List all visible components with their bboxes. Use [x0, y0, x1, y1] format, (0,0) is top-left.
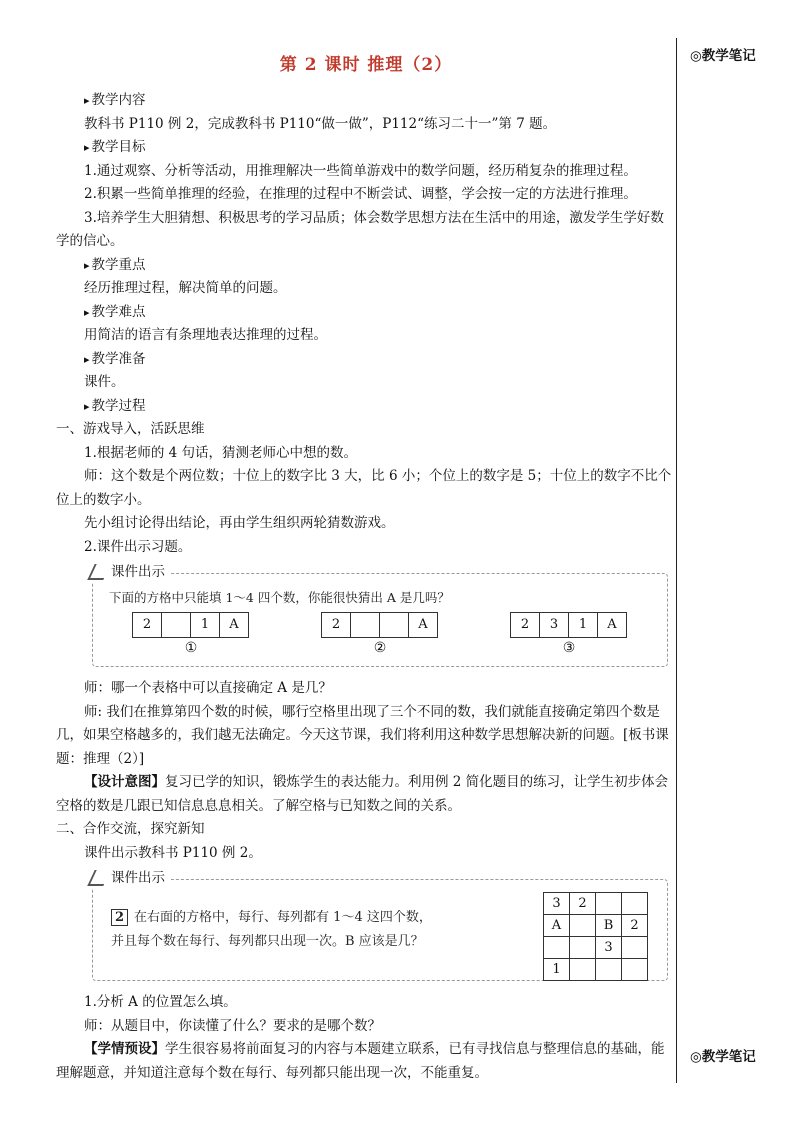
- part2-heading: 二、合作交流，探究新知: [56, 821, 205, 837]
- teacher-question: 师：哪一个表格中可以直接确定 A 是几？: [84, 680, 332, 696]
- section-heading-key: ▸ 教学重点: [56, 254, 676, 278]
- grid-cell: 1: [568, 612, 598, 638]
- sudoku-cell: [621, 936, 648, 959]
- grid-cell: 2: [132, 612, 162, 638]
- sudoku-cell: [569, 936, 596, 959]
- grid-1: [133, 612, 249, 656]
- teacher-answer: 师: 我们在推算第四个数的时候，哪行空格里出现了三个不同的数，我们就能直接确定第四个数是几，如果空格越多的，我们越无法确定。今天这节课，我们将利用这种数学思想解决新的问题。[板书课题：推理（2）]: [56, 703, 669, 767]
- key-text: 经历推理过程，解决简单的问题。: [84, 280, 287, 296]
- prep-text: 课件。: [84, 374, 125, 390]
- grid-2: [322, 612, 438, 656]
- sudoku-cell: 3: [543, 892, 570, 915]
- part1-line2: 师：这个数是个两位数；十位上的数字比 3 大，比 6 小；个位上的数字是 5；十位上的数字不比个位上的数字小。: [56, 468, 672, 508]
- part2-line3: 师：从题目中，你读懂了什么？要求的是哪个数？: [84, 1017, 381, 1034]
- grid-cell: 2: [321, 612, 351, 638]
- design-intent-text: 复习已学的知识，锻炼学生的表达能力。利用例 2 简化题目的练习，让学生初步体会空格的数是几跟已知信息息息相关。了解空格与已知数之间的关系。: [56, 774, 669, 814]
- design-intent-tag: 【设计意图】: [84, 774, 165, 790]
- courseware-label: 课件出示: [89, 867, 171, 889]
- grid-3: [511, 612, 627, 656]
- sudoku-cell: [595, 958, 622, 981]
- sudoku-cell: A: [543, 914, 570, 937]
- goal-2: 2.积累一些简单推理的经验，在推理的过程中不断尝试、调整，学会按一定的方法进行推理。: [84, 186, 637, 202]
- courseware-box-2: [92, 870, 668, 981]
- design-intent: [56, 771, 676, 818]
- section-heading-process: ▸ 教学过程: [56, 395, 676, 419]
- part2-line1: 课件出示教科书 P110 例 2。: [84, 844, 262, 861]
- page-title: 第 2 课时 推理（2）: [279, 55, 453, 75]
- grid-cell: [161, 612, 191, 638]
- section-heading-content: ▸ 教学内容: [56, 89, 676, 113]
- margin-note-top: ◎教学笔记: [690, 48, 756, 64]
- section-heading-difficulty: ▸ 教学难点: [56, 301, 676, 325]
- sudoku-cell: [621, 892, 648, 915]
- grid-group: [103, 612, 657, 656]
- part1-line3: 先小组讨论得出结论，再由学生组织两轮猜数游戏。: [84, 515, 395, 531]
- sudoku-cell: B: [595, 914, 622, 937]
- margin-divider: [676, 38, 677, 1083]
- example-number: 2: [111, 909, 128, 926]
- goal-1: 1.通过观察、分析等活动，用推理解决一些简单游戏中的数学问题，经历稍复杂的推理过程。: [84, 162, 637, 179]
- grid-cell: 1: [190, 612, 220, 638]
- sudoku-cell: [595, 892, 622, 915]
- sudoku-cell: [569, 914, 596, 937]
- example-text-line2: 并且每个数在每行、每列都只出现一次。B 应该是几？: [111, 934, 424, 949]
- sudoku-cell: 2: [569, 892, 596, 915]
- courseware-box-1: [92, 564, 668, 667]
- sudoku-cell: 1: [543, 958, 570, 981]
- sudoku-cell: 2: [621, 914, 648, 937]
- example-2: [103, 892, 657, 980]
- goal-3: 3.培养学生大胆猜想、积极思考的学习品质；体会数学思想方法在生活中的用途，激发学生学好数学的信心。: [56, 209, 664, 249]
- grid-cell: A: [408, 612, 438, 638]
- courseware-label: 课件出示: [89, 561, 171, 583]
- example-2-text: [103, 892, 543, 980]
- grid-cell: A: [219, 612, 249, 638]
- grid-label: ②: [373, 640, 387, 656]
- part2-line2: 1.分析 A 的位置怎么填。: [84, 994, 237, 1010]
- lesson-body: [56, 50, 676, 1085]
- grid-cell: 2: [510, 612, 540, 638]
- learning-preset-tag: 【学情预设】: [84, 1041, 165, 1057]
- grid-label: ③: [562, 640, 576, 656]
- grid-cell: [379, 612, 409, 638]
- section-heading-goals: ▸ 教学目标: [56, 136, 676, 160]
- sudoku-cell: [621, 958, 648, 981]
- grid-cell: A: [597, 612, 627, 638]
- part1-heading: 一、游戏导入，活跃思维: [56, 421, 205, 437]
- margin-note-bottom: ◎教学笔记: [690, 1049, 756, 1065]
- part1-line4: 2.课件出示习题。: [84, 538, 192, 555]
- sudoku-cell: 3: [595, 936, 622, 959]
- exercise-question: 下面的方格中只能填 1～4 四个数，你能很快猜出 A 是几吗？: [109, 590, 450, 605]
- learning-preset: [56, 1038, 676, 1085]
- grid-cell: [350, 612, 380, 638]
- content-text: 教科书 P110 例 2，完成教科书 P110“做一做”，P112“练习二十一”第 7 题。: [84, 115, 557, 132]
- grid-cell: 3: [539, 612, 569, 638]
- section-heading-prep: ▸ 教学准备: [56, 348, 676, 372]
- difficulty-text: 用简洁的语言有条理地表达推理的过程。: [84, 327, 327, 343]
- sudoku-cell: [543, 936, 570, 959]
- sudoku-cell: [569, 958, 596, 981]
- sudoku-grid: [543, 892, 647, 980]
- part1-line1: 1.根据老师的 4 句话，猜测老师心中想的数。: [84, 444, 358, 461]
- learning-preset-text: 学生很容易将前面复习的内容与本题建立联系，已有寻找信息与整理信息的基础，能理解题意，并知道注意每个数在每行、每列都只能出现一次，不能重复。: [56, 1041, 665, 1081]
- grid-label: ①: [184, 640, 198, 656]
- example-text-line1: 在右面的方格中，每行、每列都有 1～4 这四个数，: [134, 910, 432, 925]
